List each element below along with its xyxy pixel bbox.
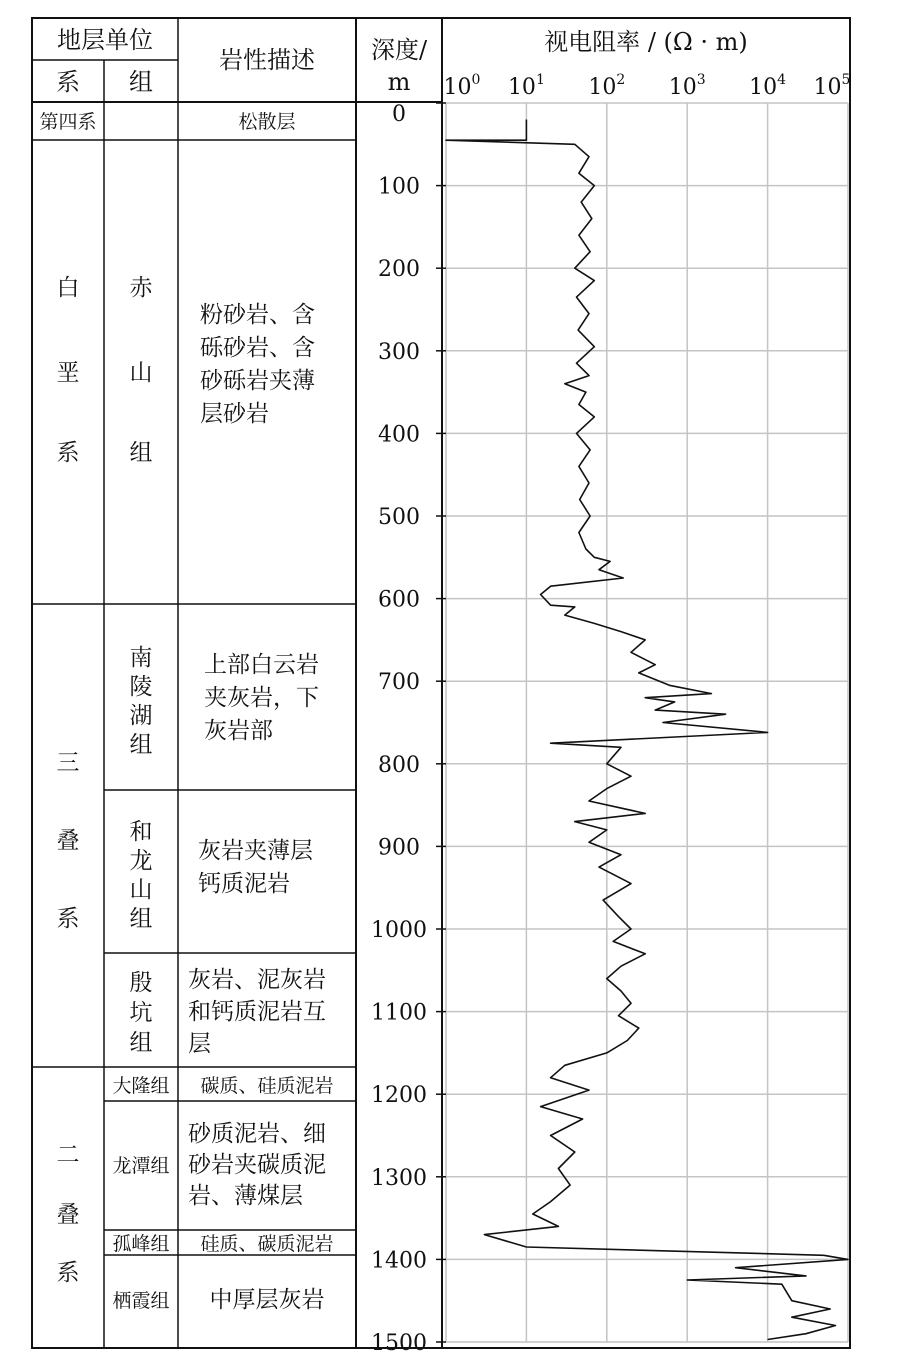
resistivity-tick-label: $10^5$	[813, 72, 851, 100]
depth-tick-label: 300	[378, 339, 420, 365]
formation-qixia: 栖霞组	[112, 1290, 170, 1312]
system-cretaceous-char: 系	[56, 440, 80, 466]
lithology-nanlinghu-line: 灰岩部	[204, 718, 273, 744]
formation-longtan: 龙潭组	[112, 1155, 170, 1177]
formation-chishan-char: 赤	[129, 275, 153, 301]
header-strat-unit: 地层单位	[57, 26, 153, 54]
chart-grid	[446, 103, 848, 1342]
resistivity-axis-ticks	[444, 72, 851, 100]
header-depth-unit: m	[387, 68, 411, 96]
lithology-qixia: 中厚层灰岩	[209, 1287, 325, 1313]
system-permian-char: 系	[56, 1260, 80, 1286]
system-permian-char: 叠	[56, 1202, 80, 1228]
formation-chishan-char: 组	[129, 440, 153, 466]
resistivity-tick-label: $10^1$	[507, 72, 545, 100]
resistivity-tick-label: $10^4$	[749, 72, 787, 100]
formation-nanlinghu-char: 湖	[129, 703, 153, 729]
system-quaternary: 第四系	[39, 111, 97, 133]
depth-tick-label: 500	[378, 505, 420, 530]
depth-tick-label: 0	[392, 102, 406, 127]
lithology-chishan-line: 砾砂岩、含	[200, 335, 315, 361]
system-cretaceous-char: 垩	[56, 360, 80, 386]
depth-tick-label: 1400	[371, 1248, 427, 1274]
triassic-rows	[57, 645, 327, 1057]
lithology-chishan-line: 层砂岩	[200, 401, 269, 427]
lithology-longtan-line: 砂质泥岩、细	[188, 1121, 326, 1147]
system-triassic-char: 三	[56, 750, 80, 776]
system-permian-char: 二	[56, 1142, 80, 1168]
formation-nanlinghu-char: 陵	[129, 674, 153, 700]
formation-helongshan-char: 和	[129, 819, 153, 845]
formation-chishan-char: 山	[129, 360, 153, 386]
depth-tick-label: 1000	[371, 918, 427, 943]
formation-nanlinghu-char: 南	[129, 645, 153, 671]
depth-tick-label: 600	[378, 587, 420, 613]
lithology-gufeng: 硅质、碳质泥岩	[200, 1233, 334, 1255]
lithology-yinkeng-line: 层	[188, 1031, 211, 1057]
system-triassic-char: 叠	[56, 828, 80, 854]
lithology-chishan-line: 粉砂岩、含	[200, 302, 315, 328]
resistivity-tick-label: $10^2$	[588, 72, 626, 100]
lithology-longtan-line: 岩、薄煤层	[188, 1183, 303, 1209]
lithology-helongshan-line: 钙质泥岩	[198, 871, 290, 897]
lithology-dalong: 碳质、硅质泥岩	[200, 1075, 334, 1097]
chart-title: 视电阻率 / (Ω · m)	[544, 28, 748, 56]
header-formation: 组	[129, 68, 153, 96]
formation-dalong: 大隆组	[112, 1075, 170, 1097]
quaternary-row	[39, 111, 295, 133]
lithology-longtan-line: 砂岩夹碳质泥	[188, 1152, 326, 1178]
lithology-yinkeng-line: 和钙质泥岩互	[188, 999, 326, 1025]
strat-table-grid	[32, 18, 850, 1348]
system-cretaceous-char: 白	[56, 275, 80, 301]
lithology-helongshan-line: 灰岩夹薄层	[198, 838, 313, 864]
depth-tick-label: 1200	[371, 1083, 427, 1109]
depth-tick-label: 800	[378, 752, 420, 778]
lithology-chishan-line: 砂砾岩夹薄	[200, 368, 315, 394]
cretaceous-row	[57, 275, 316, 466]
plot-area	[446, 120, 848, 1340]
lithology-nanlinghu-line: 夹灰岩，下	[204, 685, 319, 711]
header-system: 系	[56, 68, 80, 96]
formation-helongshan-char: 组	[129, 906, 153, 932]
header-depth-label: 深度/	[370, 36, 428, 64]
depth-tick-label: 1300	[371, 1165, 427, 1191]
resistivity-tick-label: $10^3$	[668, 72, 706, 100]
formation-yinkeng-char: 组	[129, 1030, 153, 1056]
formation-helongshan-char: 山	[129, 877, 153, 903]
resistivity-tick-label: $10^0$	[443, 72, 481, 100]
depth-tick-label: 400	[378, 422, 420, 448]
depth-tick-label: 1500	[371, 1331, 427, 1356]
table-header	[56, 26, 748, 96]
depth-tick-label: 200	[378, 257, 420, 283]
depth-tick-label: 900	[378, 835, 420, 861]
formation-helongshan-char: 龙	[129, 848, 153, 874]
depth-tick-label: 1100	[371, 1000, 427, 1026]
formation-yinkeng-char: 坑	[129, 1000, 153, 1026]
lithology-quaternary: 松散层	[238, 111, 296, 133]
formation-nanlinghu-char: 组	[129, 732, 153, 758]
resistivity-curve	[446, 120, 848, 1340]
lithology-yinkeng-line: 灰岩、泥灰岩	[188, 967, 326, 993]
permian-rows	[57, 1075, 334, 1313]
depth-axis-ticks	[371, 102, 446, 1356]
system-triassic-char: 系	[56, 906, 80, 932]
formation-gufeng: 孤峰组	[112, 1233, 170, 1255]
header-lithology: 岩性描述	[219, 46, 315, 74]
depth-tick-label: 700	[378, 670, 420, 696]
depth-tick-label: 100	[378, 174, 420, 200]
formation-yinkeng-char: 殷	[129, 970, 153, 996]
lithology-nanlinghu-line: 上部白云岩	[204, 652, 319, 678]
